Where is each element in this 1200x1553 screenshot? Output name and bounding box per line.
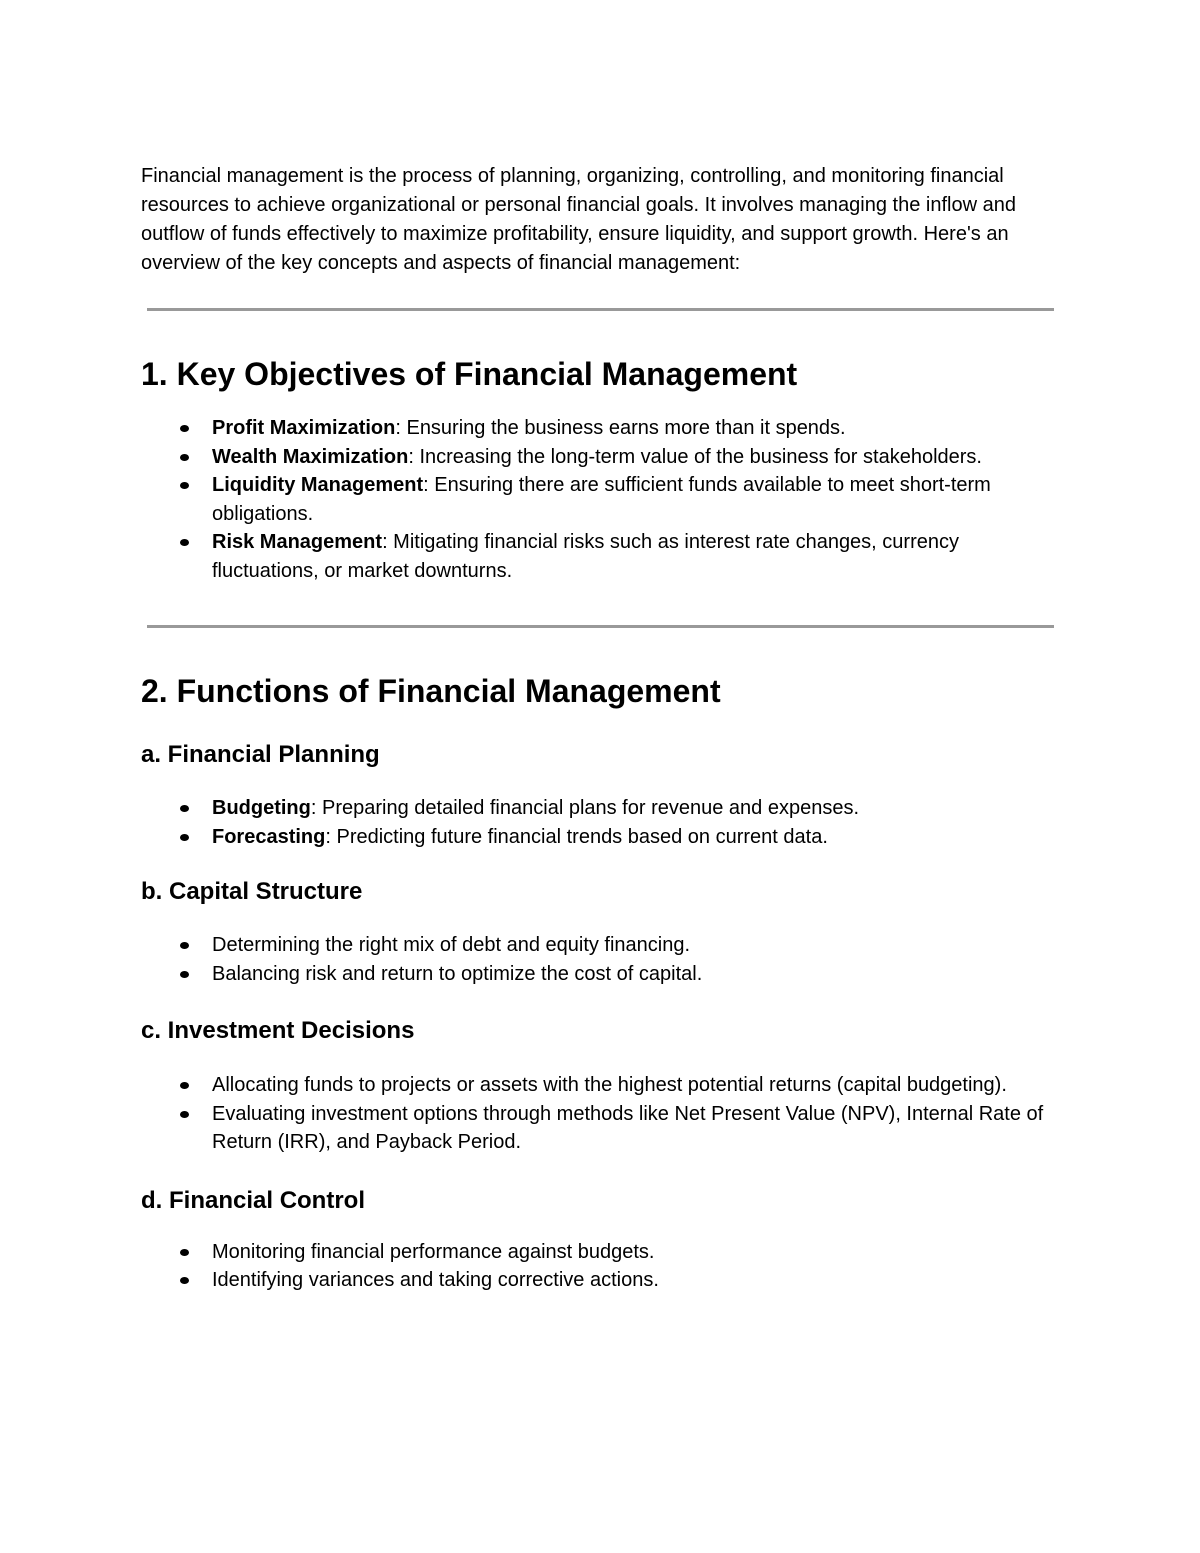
horizontal-rule: [147, 308, 1054, 311]
bullet-icon: [180, 1249, 189, 1256]
section-1-heading: 1. Key Objectives of Financial Management: [141, 356, 798, 392]
item-text: : Preparing detailed financial plans for revenue and expenses.: [310, 797, 860, 819]
bullet-icon: [180, 834, 189, 841]
item-term: Liquidity Management: [212, 474, 424, 496]
item-text: : Ensuring there are sufficient funds available to meet short-term obligations.: [212, 474, 991, 525]
list-item: [212, 414, 1060, 443]
bullet-icon: [180, 1277, 189, 1284]
list-item: [212, 1100, 1060, 1157]
investment-list: [141, 1071, 1060, 1157]
list-item: [212, 1071, 1060, 1100]
bullet-icon: [180, 454, 189, 461]
control-list: [141, 1238, 1060, 1295]
list-item: [212, 528, 1060, 585]
intro-paragraph: Financial management is the process of planning, organizing, controlling, and monitoring financial resources to achieve organizational or personal financial goals. It involves managing the inflow and outflow of funds effectively to maximize profitability, ensure liquidity, and support growth. Here's an overview of the key concepts and aspects of financial management:: [141, 165, 1016, 274]
bullet-icon: [180, 1111, 189, 1118]
item-text: Balancing risk and return to optimize the cost of capital.: [212, 962, 703, 985]
bullet-icon: [180, 805, 189, 812]
list-item: [212, 794, 1060, 823]
bullet-icon: [180, 942, 189, 949]
subsection-d-heading: d. Financial Control: [141, 1186, 366, 1214]
item-text: Identifying variances and taking corrective actions.: [212, 1269, 659, 1291]
list-item: [212, 960, 1060, 989]
item-text: : Predicting future financial trends based on current data.: [325, 825, 828, 848]
bullet-icon: [180, 425, 189, 432]
bullet-icon: [180, 539, 189, 546]
item-term: Forecasting: [212, 825, 326, 848]
list-item: [212, 931, 1060, 960]
bullet-icon: [180, 971, 189, 978]
horizontal-rule: [147, 625, 1054, 628]
item-term: Risk Management: [212, 531, 383, 553]
objectives-list: [141, 414, 1060, 585]
item-term: Budgeting: [212, 797, 311, 819]
subsection-b-heading: b. Capital Structure: [141, 878, 363, 905]
bullet-icon: [180, 482, 189, 489]
subsection-a-heading: a. Financial Planning: [141, 741, 380, 768]
planning-list: [141, 794, 1060, 851]
list-item: [212, 1266, 1060, 1295]
item-text: : Mitigating financial risks such as interest rate changes, currency fluctuations, or market downturns.: [212, 531, 959, 582]
item-text: Monitoring financial performance against budgets.: [212, 1240, 655, 1263]
item-text: Allocating funds to projects or assets with the highest potential returns (capital budgeting).: [212, 1074, 1007, 1096]
list-item: [212, 1238, 1060, 1267]
bullet-icon: [180, 1082, 189, 1089]
capital-structure-list: [141, 931, 1060, 988]
item-text: : Increasing the long-term value of the business for stakeholders.: [408, 445, 982, 468]
item-term: Profit Maximization: [212, 417, 396, 439]
list-item: [212, 823, 1060, 852]
item-term: Wealth Maximization: [212, 445, 409, 468]
item-text: Determining the right mix of debt and equity financing.: [212, 934, 691, 956]
item-text: Evaluating investment options through methods like Net Present Value (NPV), Internal Rate of Return (IRR), and Payback Period.: [212, 1102, 1044, 1153]
item-text: : Ensuring the business earns more than it spends.: [395, 417, 846, 439]
list-item: [212, 471, 1060, 528]
list-item: [212, 443, 1060, 472]
subsection-c-heading: c. Investment Decisions: [141, 1017, 415, 1044]
section-2-heading: 2. Functions of Financial Management: [141, 673, 721, 709]
